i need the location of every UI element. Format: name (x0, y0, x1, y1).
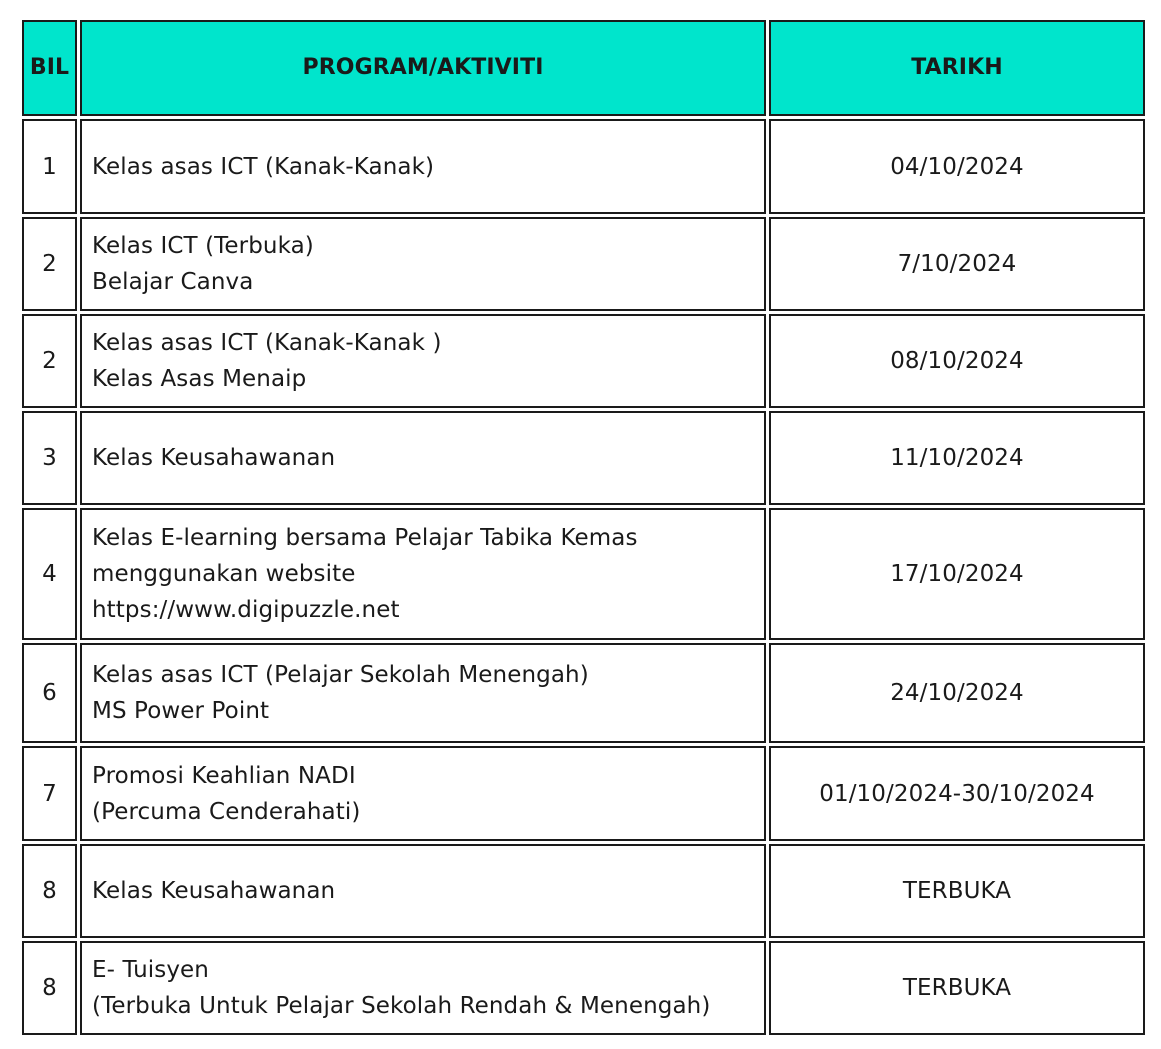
activity-table (19, 17, 1148, 1038)
cell-program (80, 941, 766, 1035)
activity-table-container (19, 17, 1145, 1038)
program-line: Kelas asas ICT (Kanak-Kanak) (92, 153, 435, 180)
table-row (22, 643, 1145, 743)
cell-bil: 4 (22, 508, 77, 640)
header-program: PROGRAM/AKTIVITI (80, 20, 766, 116)
cell-bil: 2 (22, 314, 77, 408)
table-row (22, 844, 1145, 938)
cell-program (80, 643, 766, 743)
table-row (22, 119, 1145, 214)
header-tarikh: TARIKH (769, 20, 1145, 116)
cell-bil: 3 (22, 411, 77, 505)
cell-program (80, 314, 766, 408)
cell-bil: 6 (22, 643, 77, 743)
table-row (22, 314, 1145, 408)
program-line: (Terbuka Untuk Pelajar Sekolah Rendah & Menengah) (92, 993, 711, 1019)
cell-tarikh: TERBUKA (769, 844, 1145, 938)
cell-bil: 7 (22, 746, 77, 841)
cell-program (80, 217, 766, 311)
program-line: (Percuma Cenderahati) (92, 798, 361, 825)
table-row (22, 941, 1145, 1035)
cell-bil: 8 (22, 844, 77, 938)
program-line: Promosi Keahlian NADI (92, 762, 356, 789)
program-line: Kelas Keusahawanan (92, 878, 336, 904)
header-bil: BIL (22, 20, 77, 116)
cell-tarikh: 08/10/2024 (769, 314, 1145, 408)
cell-tarikh: 24/10/2024 (769, 643, 1145, 743)
cell-program (80, 746, 766, 841)
cell-program (80, 508, 766, 640)
cell-tarikh: 04/10/2024 (769, 119, 1145, 214)
program-line: menggunakan website (92, 561, 356, 587)
cell-program (80, 119, 766, 214)
cell-tarikh: 01/10/2024-30/10/2024 (769, 746, 1145, 841)
table-row (22, 217, 1145, 311)
program-line: Kelas ICT (Terbuka) (92, 233, 314, 259)
program-line: MS Power Point (92, 698, 270, 724)
program-line: Kelas asas ICT (Pelajar Sekolah Menengah) (92, 662, 589, 688)
cell-program (80, 411, 766, 505)
program-link-text: https://www.digipuzzle.net (92, 597, 400, 623)
program-line: Kelas asas ICT (Kanak-Kanak ) (92, 330, 442, 356)
cell-tarikh: 17/10/2024 (769, 508, 1145, 640)
cell-bil: 2 (22, 217, 77, 311)
program-line: Kelas Asas Menaip (92, 366, 307, 392)
program-line: E- Tuisyen (92, 957, 209, 983)
table-row (22, 746, 1145, 841)
cell-bil: 1 (22, 119, 77, 214)
cell-bil: 8 (22, 941, 77, 1035)
cell-program (80, 844, 766, 938)
program-line: Belajar Canva (92, 269, 254, 295)
program-line: Kelas Keusahawanan (92, 445, 336, 471)
table-row (22, 508, 1145, 640)
table-header-row (22, 20, 1145, 116)
cell-tarikh: 11/10/2024 (769, 411, 1145, 505)
cell-tarikh: 7/10/2024 (769, 217, 1145, 311)
cell-tarikh: TERBUKA (769, 941, 1145, 1035)
program-line: Kelas E-learning bersama Pelajar Tabika Kemas (92, 525, 638, 551)
table-row (22, 411, 1145, 505)
